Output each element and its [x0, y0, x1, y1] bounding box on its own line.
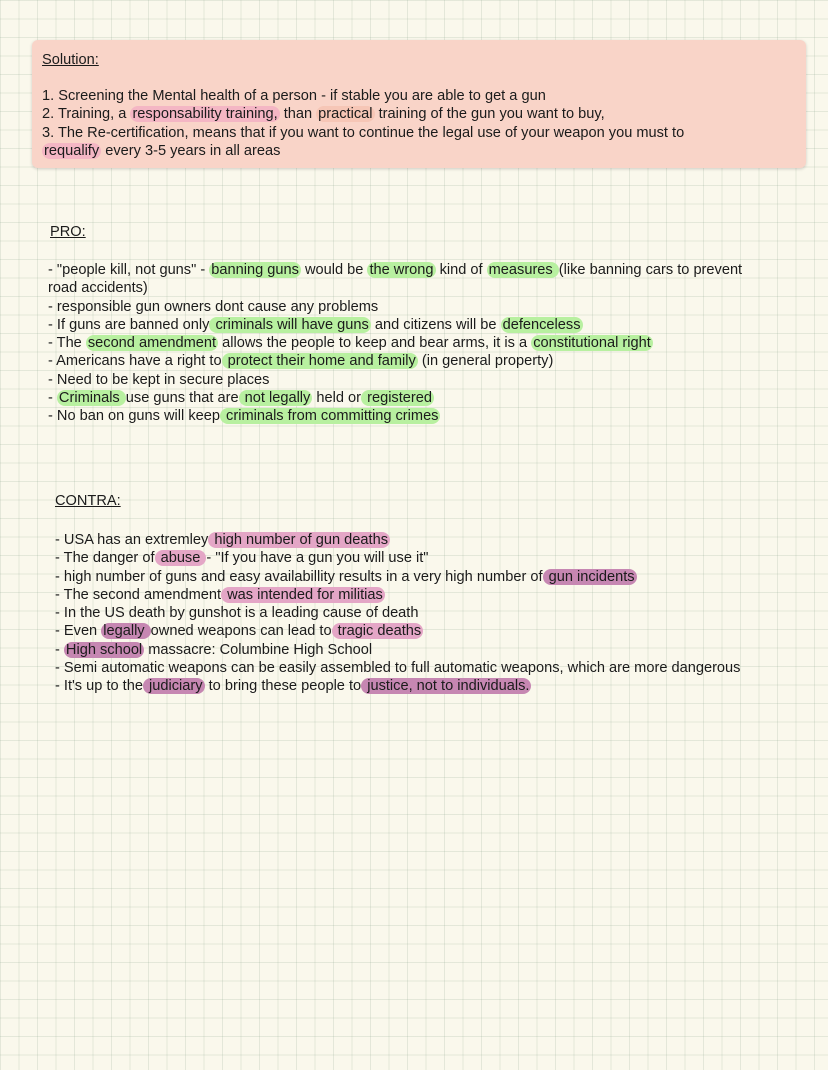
text-span: would be [300, 262, 368, 278]
highlight: Criminals [58, 390, 124, 407]
pro-item-7 [48, 389, 768, 407]
solution-item-1: 1. Screening the Mental health of a person - if stable you are able to get a gun [42, 88, 546, 104]
highlight: judiciary [144, 678, 203, 695]
text-span: and citizens will be [370, 316, 501, 333]
text-span: massacre: Columbine High School [144, 641, 373, 658]
highlight: gun incidents [544, 568, 635, 585]
solution-title: Solution: [42, 52, 99, 68]
contra-item-6 [55, 622, 755, 640]
text-span: use guns that are [125, 390, 239, 407]
solution-list [42, 87, 802, 160]
solution-item-3-cont [42, 142, 802, 160]
contra-title: CONTRA: [55, 493, 121, 509]
highlight: criminals from committing crimes [221, 408, 439, 425]
pro-item-3 [48, 316, 768, 334]
pro-item-2: - responsible gun owners dont cause any problems [48, 298, 379, 315]
highlight: responsability training, [132, 106, 278, 123]
highlight: tragic deaths [333, 623, 422, 640]
contra-list [55, 531, 755, 696]
text-span: - No ban on guns will keep [48, 408, 220, 425]
highlight: High school [65, 641, 143, 658]
pro-item-4 [48, 334, 768, 352]
solution-item-2 [42, 105, 802, 123]
solution-item-3: 3. The Re-certification, means that if you want to continue the legal use of your weapon you must to [42, 124, 685, 141]
pro-item-1 [48, 261, 768, 298]
text-span: - Americans have a right to [48, 353, 222, 370]
text-span: - The danger of [55, 550, 155, 567]
text-span: - It's up to the [55, 678, 143, 695]
pro-item-5 [48, 352, 768, 370]
highlight: was intended for militias [223, 586, 383, 603]
highlight: protect their home and family [223, 353, 416, 370]
contra-item-4 [55, 586, 755, 604]
text-span: - [48, 390, 57, 407]
pro-item-8 [48, 407, 768, 425]
contra-item-2 [55, 549, 755, 567]
text-span: to bring these people to [204, 678, 362, 695]
text-span: - high number of guns and easy availabillity results in a very high number of [55, 568, 543, 585]
text-span: - The second amendment [55, 586, 222, 603]
contra-item-7 [55, 641, 755, 659]
highlight: legally [103, 623, 149, 640]
text-span: owned weapons can lead to [150, 623, 332, 640]
text-span: (in general property) [417, 353, 554, 370]
highlight: requalify [44, 142, 100, 159]
highlight: abuse [156, 550, 205, 567]
highlight: second amendment [87, 335, 217, 352]
text-span: - [55, 641, 64, 658]
contra-item-1 [55, 531, 755, 549]
highlight: not legally [240, 390, 311, 407]
text-span: every 3-5 years in all areas [101, 142, 281, 159]
text-span: allows the people to keep and bear arms, it is a [218, 335, 532, 352]
text-span: kind of [435, 262, 487, 278]
text-span: - The [48, 335, 86, 352]
text-span: training of the gun you want to buy, [374, 106, 605, 123]
highlight: constitutional right [533, 335, 651, 352]
highlight: practical [318, 106, 373, 123]
text-span: - Even [55, 623, 102, 640]
text-span: - "people kill, not guns" - [48, 262, 210, 278]
highlight: high number of gun deaths [210, 532, 388, 548]
solution-box [32, 40, 806, 168]
highlight: the wrong [369, 262, 434, 278]
contra-item-5: - In the US death by gunshot is a leading cause of death [55, 605, 419, 622]
text-span: - USA has an extremley [55, 532, 209, 548]
highlight: measures [488, 262, 557, 278]
text-span: 2. Training, a [42, 106, 131, 123]
pro-item-6: - Need to be kept in secure places [48, 371, 270, 388]
highlight: defenceless [502, 316, 581, 333]
text-span: held or [312, 390, 362, 407]
pro-list [48, 261, 768, 426]
highlight: registered [363, 390, 432, 407]
contra-item-3 [55, 568, 755, 586]
highlight: criminals will have guns [211, 316, 369, 333]
text-span: - If guns are banned only [48, 316, 210, 333]
text-span: than [279, 106, 317, 123]
pro-title: PRO: [50, 224, 86, 240]
text-span: - "If you have a gun you will use it" [206, 550, 429, 567]
highlight: banning guns [211, 262, 299, 278]
text-span: (like banning cars to prevent road accidents) [48, 262, 743, 297]
highlight: justice, not to individuals. [363, 678, 530, 695]
contra-item-9 [55, 677, 755, 695]
contra-item-8: - Semi automatic weapons can be easily assembled to full automatic weapons, which are more dangerous [55, 660, 741, 677]
